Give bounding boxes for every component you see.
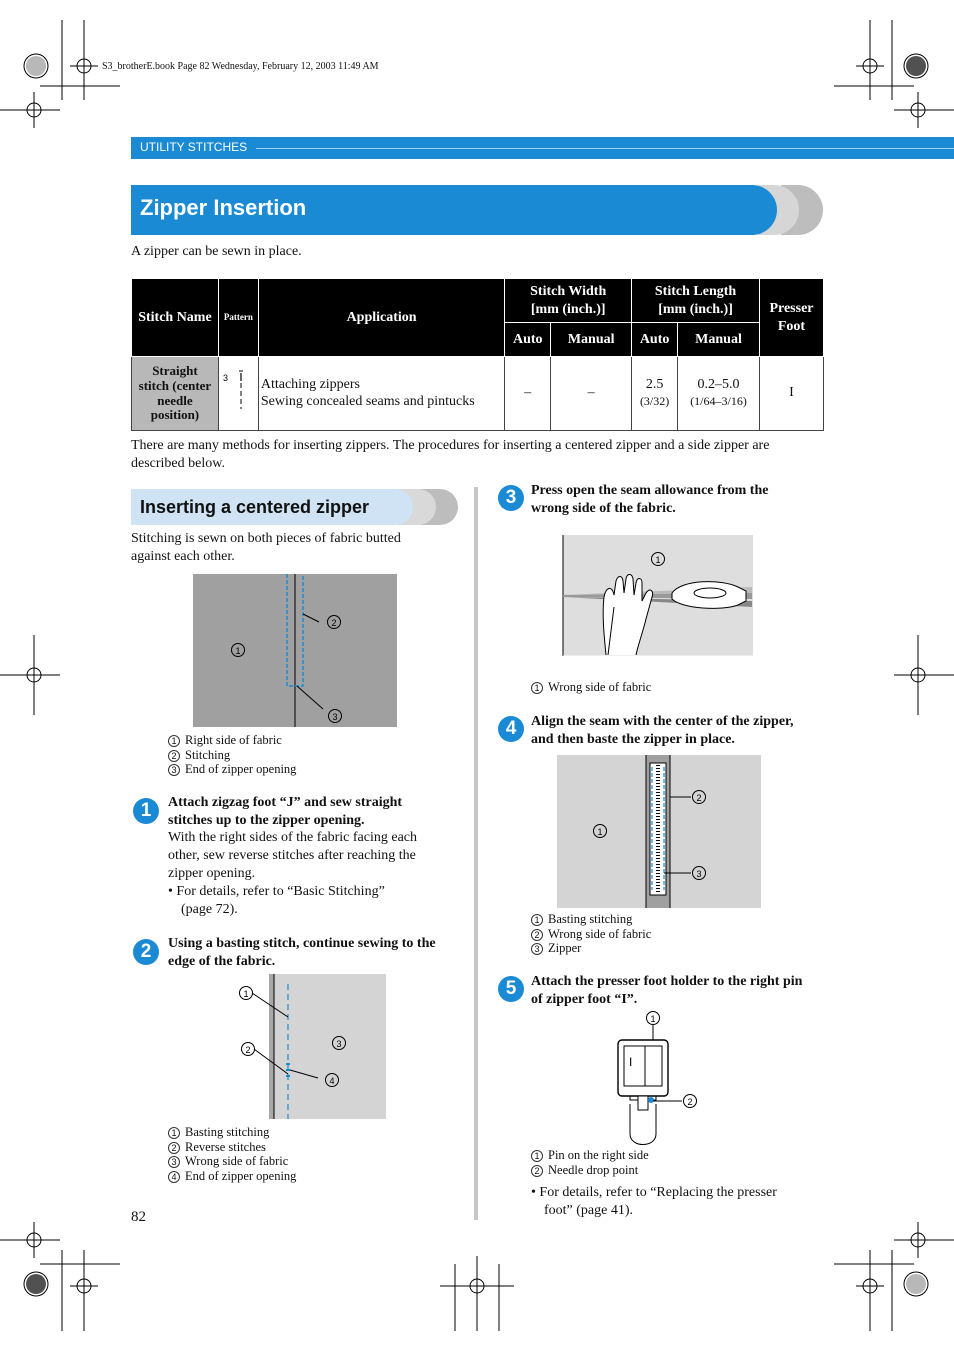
- caption-item: 2 Stitching: [168, 748, 296, 763]
- section-label: UTILITY STITCHES: [140, 140, 248, 154]
- figure-centered-seam: [193, 574, 398, 728]
- length-manual-cell: 0.2–5.0 (1/64–3/16): [678, 357, 760, 431]
- step-4-icon: 4: [498, 716, 524, 742]
- svg-text:2: 2: [687, 1097, 693, 1107]
- figure-1-captions: [168, 733, 296, 777]
- step-5-heading: Attach the presser foot holder to the right pin of zipper foot “I”.: [531, 974, 803, 1007]
- step-3-heading: Press open the seam allowance from the wrong side of the fabric.: [531, 483, 769, 516]
- caption-item: 4 End of zipper opening: [168, 1169, 296, 1184]
- col-width-auto: Auto: [505, 323, 551, 357]
- step-5-note: • For details, refer to “Replacing the presser foot” (page 41).: [531, 1185, 777, 1218]
- caption-item: 1 Basting stitching: [531, 912, 651, 927]
- straight-stitch-pattern-icon: [221, 369, 255, 413]
- svg-text:1: 1: [597, 827, 603, 837]
- col-length-auto: Auto: [632, 323, 678, 357]
- intro-text: A zipper can be sewn in place.: [131, 244, 302, 259]
- col-stitch-length: Stitch Length [mm (inch.)]: [632, 279, 760, 323]
- subsection-title: Inserting a centered zipper: [140, 497, 370, 517]
- figure-iron-seam: [562, 535, 755, 665]
- length-auto-cell: 2.5 (3/32): [632, 357, 678, 431]
- table-row: [132, 357, 824, 431]
- figure-4-captions: [531, 912, 651, 956]
- figure-zipper-foot: [600, 1008, 710, 1148]
- page-title: Zipper Insertion: [140, 195, 307, 220]
- svg-text:I: I: [629, 1055, 633, 1069]
- col-application: Application: [258, 279, 504, 357]
- figure-2-captions: [168, 1125, 296, 1183]
- caption-item: 3 Zipper: [531, 941, 651, 956]
- caption-item: 2 Reverse stitches: [168, 1140, 296, 1155]
- svg-text:2: 2: [696, 793, 702, 803]
- caption-item: 2 Wrong side of fabric: [531, 927, 651, 942]
- methods-text: There are many methods for inserting zippers. The procedures for inserting a centered zipper and a side zipper are described below.: [131, 438, 770, 471]
- svg-text:1: 1: [243, 989, 249, 999]
- svg-text:2: 2: [331, 618, 337, 628]
- caption-item: 3 Wrong side of fabric: [168, 1154, 296, 1169]
- col-length-manual: Manual: [678, 323, 760, 357]
- page-number: 82: [131, 1209, 146, 1225]
- width-auto-cell: –: [505, 357, 551, 431]
- svg-text:1: 1: [655, 555, 661, 565]
- caption-item: 1 Right side of fabric: [168, 733, 296, 748]
- svg-text:1: 1: [235, 646, 241, 656]
- step-2-heading: Using a basting stitch, continue sewing to the edge of the fabric.: [168, 936, 436, 969]
- col-width-manual: Manual: [551, 323, 632, 357]
- col-pattern: Pattern: [218, 279, 258, 357]
- application-cell: Attaching zippers Sewing concealed seams and pintucks: [258, 357, 504, 431]
- step-4-heading: Align the seam with the center of the zipper, and then baste the zipper in place.: [531, 714, 794, 747]
- width-manual-cell: –: [551, 357, 632, 431]
- svg-text:3: 3: [696, 869, 702, 879]
- svg-text:3: 3: [223, 372, 229, 383]
- col-stitch-name: Stitch Name: [132, 279, 219, 357]
- foot-cell: I: [759, 357, 823, 431]
- svg-text:2: 2: [245, 1045, 251, 1055]
- svg-text:3: 3: [332, 712, 338, 722]
- figure-basting-stitch: [232, 974, 388, 1120]
- step-2-icon: 2: [133, 939, 159, 965]
- column-divider: [474, 487, 478, 1220]
- caption-item: 1 Pin on the right side: [531, 1148, 649, 1163]
- subsection-intro: Stitching is sewn on both pieces of fabric butted against each other.: [131, 531, 401, 564]
- stitch-name-cell: Straight stitch (center needle position): [132, 357, 219, 431]
- step-1-body: With the right sides of the fabric facing each other, sew reverse stitches after reaching the zipper opening. • For details, refer to “Basic Stitching” (page 72).: [168, 830, 418, 917]
- stitch-table: [131, 278, 824, 431]
- step-1-icon: 1: [133, 798, 159, 824]
- figure-3-captions: [531, 680, 651, 695]
- caption-item: 1 Basting stitching: [168, 1125, 296, 1140]
- svg-text:4: 4: [329, 1076, 335, 1086]
- step-1-heading: Attach zigzag foot “J” and sew straight stitches up to the zipper opening.: [168, 795, 403, 828]
- svg-text:3: 3: [336, 1039, 342, 1049]
- figure-5-captions: [531, 1148, 649, 1177]
- col-presser-foot: Presser Foot: [759, 279, 823, 357]
- figure-zipper-basted: [557, 755, 762, 909]
- step-5-icon: 5: [498, 976, 524, 1002]
- caption-item: 3 End of zipper opening: [168, 762, 296, 777]
- pattern-cell: [218, 357, 258, 431]
- step-3-icon: 3: [498, 485, 524, 511]
- caption-item: 2 Needle drop point: [531, 1163, 649, 1178]
- section-rule: [256, 148, 954, 149]
- col-stitch-width: Stitch Width [mm (inch.)]: [505, 279, 632, 323]
- file-info-header: S3_brotherE.book Page 82 Wednesday, February 12, 2003 11:49 AM: [102, 61, 379, 72]
- caption-item: 1 Wrong side of fabric: [531, 680, 651, 695]
- svg-text:1: 1: [650, 1014, 656, 1024]
